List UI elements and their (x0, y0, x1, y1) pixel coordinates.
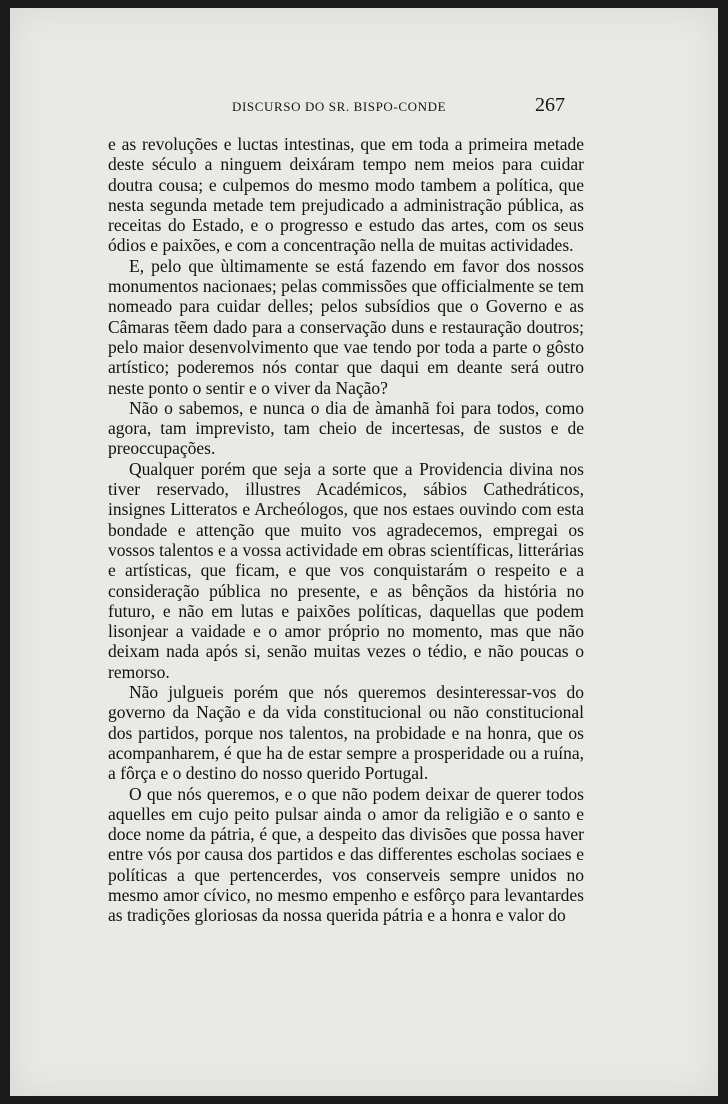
paragraph: Não julgueis porém que nós queremos desinteressar-vos do governo da Nação e da vida constitucional ou não constitucional dos partidos, porque nos talentos, na probidade e na honra, que os acompanharem, é que ha de estar sempre a prosperidade ou a ruína, a fôrça e o destino do nosso querido Portugal. (108, 682, 584, 784)
page-header (10, 94, 718, 121)
page-number: 267 (535, 94, 565, 116)
paragraph: O que nós queremos, e o que não podem deixar de querer todos aquelles em cujo peito pulsar ainda o amor da religião e o santo e doce nome da pátria, é que, a despeito das divisões que possa haver entre vós por causa dos partidos e das differentes escholas sociaes e políticas a que pertencerdes, vos conserveis sempre unidos no mesmo amor cívico, no mesmo empenho e esfôrço para levantardes as tradições gloriosas da nossa querida pátria e a honra e valor do (108, 783, 584, 926)
body-text (108, 134, 584, 926)
paragraph: Qualquer porém que seja a sorte que a Providencia divina nos tiver reservado, illustres Académicos, sábios Cathedráticos, insignes Litteratos e Archeólogos, que nos estaes ouvindo com esta bondade e attenção que muito vos agradecemos, empregai os vossos talentos e a vossa actividade em obras scientíficas, litterárias e artísticas, que ficam, e que vos conquistarám o respeito e a consideração pública no presente, e as bênçãos da história no futuro, e não em lutas e paixões políticas, daquellas que podem lisonjear a vaidade e o amor próprio no momento, mas que não deixam nada após si, senão muitas vezes o tédio, e não poucas o remorso. (108, 458, 584, 682)
paragraph: Não o sabemos, e nunca o dia de àmanhã foi para todos, como agora, tam imprevisto, tam cheio de incertesas, de sustos e de preoccupações. (108, 397, 584, 459)
book-page (10, 8, 718, 1096)
paragraph: E, pelo que ùltimamente se está fazendo em favor dos nossos monumentos nacionaes; pelas commissões que officialmente se tem nomeado para cuidar delles; pelos subsídios que o Governo e as Câmaras tẽem dado para a conservação duns e restauração doutros; pelo maior desenvolvimento que vae tendo por toda a parte o gôsto artístico; poderemos nós contar que daqui em deante será outro neste ponto o sentir e o viver da Nação? (108, 255, 584, 398)
running-title: DISCURSO DO SR. BISPO-CONDE (232, 99, 447, 114)
paragraph: e as revoluções e luctas intestinas, que em toda a primeira metade deste século a ninguem deixáram tempo nem meios para cuidar doutra cousa; e culpemos do mesmo modo tambem a política, que nesta segunda metade tem prejudicado a administração pública, as receitas do Estado, e o progresso e estudo das artes, com os seus ódios e paixões, e com a concentração nella de muitas actividades. (108, 134, 584, 256)
